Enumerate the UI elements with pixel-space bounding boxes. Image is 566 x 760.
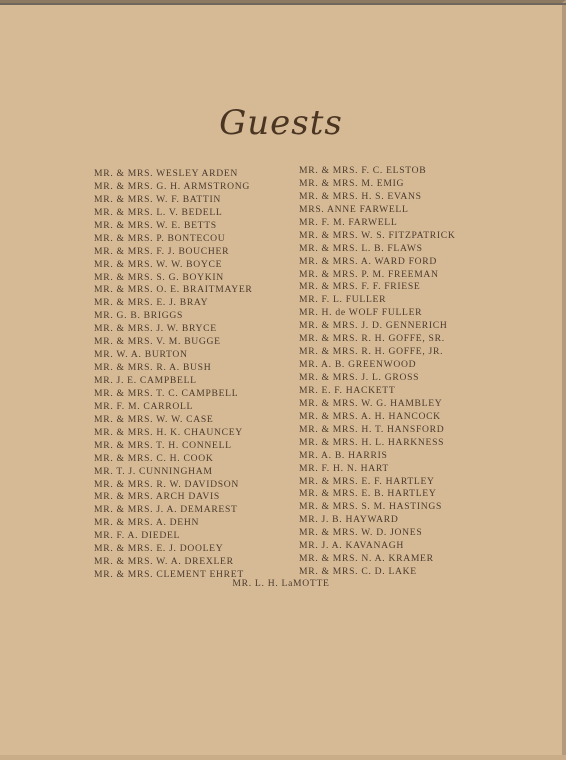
guest-name: MR. & MRS. R. W. DAVIDSON <box>94 478 240 490</box>
guest-name: MR. & MRS. L. B. FLAWS <box>299 242 423 254</box>
guest-name: MR. & MRS. W. S. FITZPATRICK <box>299 229 456 241</box>
guest-name: MR. & MRS. J. D. GENNERICH <box>299 320 448 332</box>
guest-name: MR. & MRS. CLEMENT EHRET <box>94 569 244 581</box>
guest-name: MR. F. M. CARROLL <box>94 400 194 412</box>
guest-name: MR. & MRS. H. L. HARKNESS <box>299 436 445 448</box>
guest-name: MR. T. J. CUNNINGHAM <box>94 465 213 477</box>
guest-name: MR. G. B. BRIGGS <box>94 310 184 322</box>
guest-name: MR. & MRS. N. A. KRAMER <box>299 553 434 565</box>
guest-name: MR. & MRS. ARCH DAVIS <box>94 491 220 503</box>
guest-name: MR. E. F. HACKETT <box>299 384 396 396</box>
guest-name: MR. & MRS. W. A. DREXLER <box>94 556 234 568</box>
guest-name: MR. & MRS. R. H. GOFFE, SR. <box>299 333 445 345</box>
guest-name: MR. & MRS. T. C. CAMPBELL <box>94 387 239 399</box>
guest-name: MR. & MRS. J. L. GROSS <box>299 372 420 383</box>
guest-name: MR. J. A. KAVANAGH <box>299 540 405 552</box>
guest-name: MR. J. E. CAMPBELL <box>94 375 197 386</box>
guest-name: MR. & MRS. W. W. CASE <box>94 413 214 425</box>
guest-column-right <box>299 165 456 579</box>
guest-name: MR. A. B. HARRIS <box>299 449 388 461</box>
guest-name: MR. & MRS. W. F. BATTIN <box>94 193 222 205</box>
guest-name: MR. & MRS. A. H. HANCOCK <box>299 410 441 422</box>
guest-name: MR. & MRS. E. B. HARTLEY <box>299 488 437 500</box>
top-edge-line <box>0 3 566 5</box>
guest-name: MR. & MRS. O. E. BRAITMAYER <box>94 284 253 296</box>
guest-name: MR. & MRS. W. W. BOYCE <box>94 258 223 270</box>
guest-name: MR. & MRS. A. DEHN <box>94 517 200 529</box>
guest-name: MR. & MRS. A. WARD FORD <box>299 255 438 267</box>
guest-name: MR. & MRS. J. A. DEMAREST <box>94 504 238 516</box>
guest-name: MR. & MRS. R. H. GOFFE, JR. <box>299 346 444 358</box>
guest-name: MR. & MRS. G. H. ARMSTRONG <box>94 180 251 192</box>
guest-name: MR. & MRS. WESLEY ARDEN <box>94 168 239 179</box>
guest-name: MR. W. A. BURTON <box>94 349 188 361</box>
guest-name: MR. & MRS. E. F. HARTLEY <box>299 475 435 487</box>
guest-name: MR. & MRS. J. W. BRYCE <box>94 323 217 335</box>
guest-name: MR. & MRS. H. T. HANSFORD <box>299 423 445 435</box>
guest-name: MR. & MRS. W. E. BETTS <box>94 219 217 231</box>
guest-name: MR. & MRS. P. M. FREEMAN <box>299 268 439 280</box>
guest-name: MR. A. B. GREENWOOD <box>299 359 417 371</box>
guest-name: MR. J. B. HAYWARD <box>299 514 399 526</box>
guest-name: MR. & MRS. W. G. HAMBLEY <box>299 397 443 409</box>
guest-name: MR. F. L. FULLER <box>299 294 387 306</box>
guest-name: MR. & MRS. V. M. BUGGE <box>94 336 221 348</box>
guest-name: MR. & MRS. W. D. JONES <box>299 527 423 539</box>
guest-name: MR. & MRS. L. V. BEDELL <box>94 206 223 218</box>
guest-name: MR. & MRS. S. M. HASTINGS <box>299 501 443 513</box>
guest-name: MR. & MRS. C. D. LAKE <box>299 566 417 578</box>
bottom-edge <box>0 755 566 760</box>
guest-name: MR. & MRS. H. S. EVANS <box>299 190 422 202</box>
guest-name: MR. & MRS. H. K. CHAUNCEY <box>94 426 243 438</box>
guest-name: MR. F. M. FARWELL <box>299 216 398 228</box>
guest-name: MR. & MRS. C. H. COOK <box>94 452 214 464</box>
guest-name: MR. & MRS. T. H. CONNELL <box>94 439 232 451</box>
guest-column-left <box>94 168 252 582</box>
guest-name: MR. & MRS. F. J. BOUCHER <box>94 245 230 257</box>
guest-name: MRS. ANNE FARWELL <box>299 203 409 215</box>
guest-name: MR. & MRS. E. J. BRAY <box>94 297 209 309</box>
guest-name: MR. F. H. N. HART <box>299 462 389 474</box>
guest-name: MR. & MRS. F. C. ELSTOB <box>299 165 427 176</box>
page-title: Guests <box>219 103 343 143</box>
guest-name: MR. & MRS. R. A. BUSH <box>94 362 212 374</box>
guest-name-centered: MR. L. H. LaMOTTE <box>232 578 330 589</box>
guest-name: MR. & MRS. M. EMIG <box>299 177 405 189</box>
guest-name: MR. F. A. DIEDEL <box>94 530 181 542</box>
guest-name: MR. & MRS. S. G. BOYKIN <box>94 271 224 283</box>
guest-name: MR. & MRS. P. BONTECOU <box>94 232 226 244</box>
guest-name: MR. & MRS. E. J. DOOLEY <box>94 543 224 555</box>
guest-name: MR. H. de WOLF FULLER <box>299 307 423 319</box>
guest-name: MR. & MRS. F. F. FRIESE <box>299 281 421 293</box>
